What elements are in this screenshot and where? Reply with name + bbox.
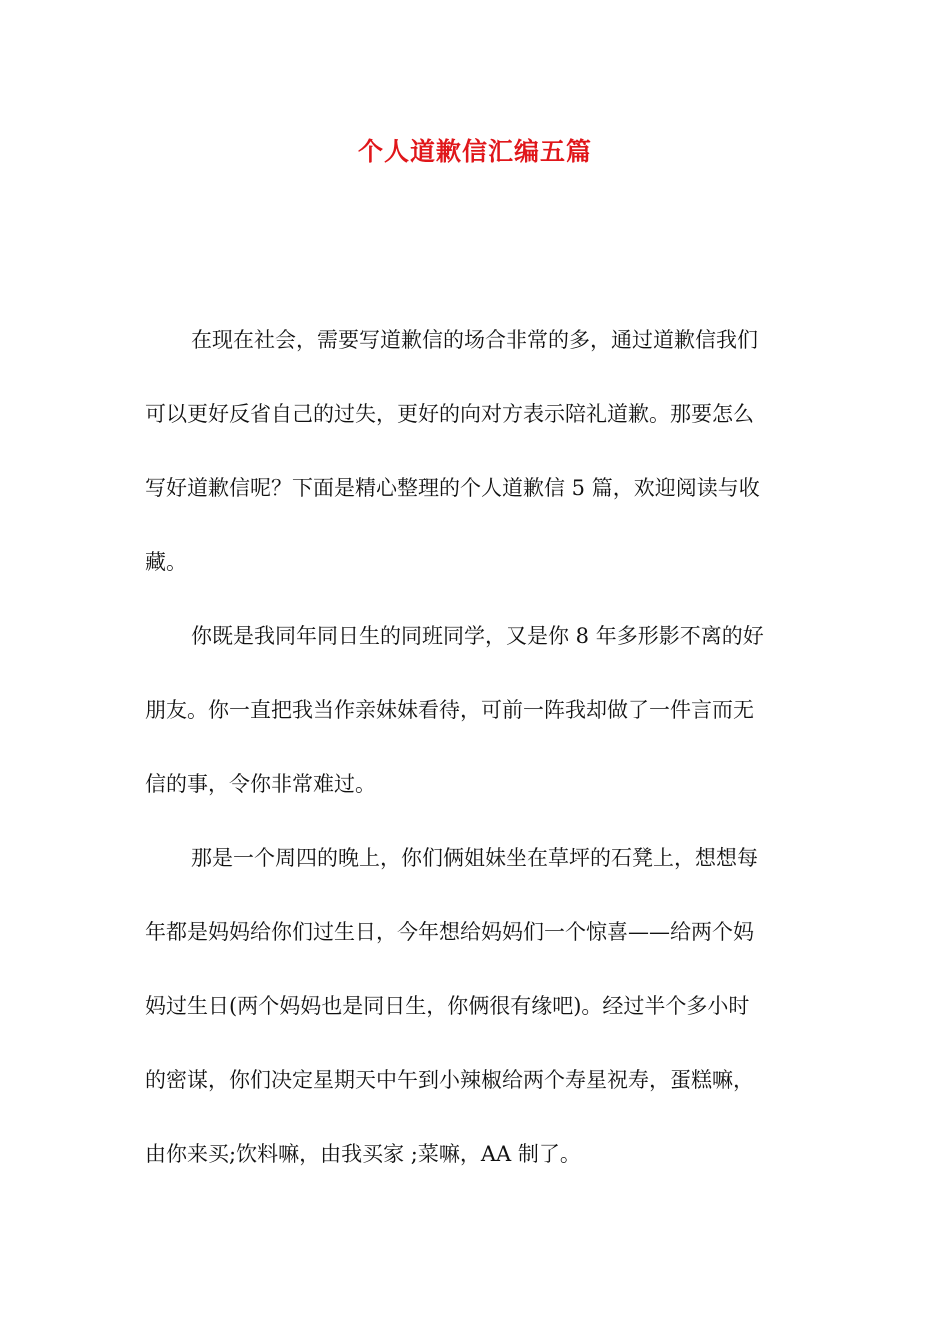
paragraph-1 (145, 320, 807, 616)
text-line: 写好道歉信呢？下面是精心整理的个人道歉信 5 篇，欢迎阅读与收 (145, 476, 760, 500)
text-line: 朋友。你一直把我当作亲妹妹看待，可前一阵我却做了一件言而无 (145, 698, 754, 722)
text-line: 由你来买;饮料嘛，由我买家 ;菜嘛，AA 制了。 (145, 1142, 581, 1166)
document-title: 个人道歉信汇编五篇 (357, 137, 592, 166)
text-line: 藏。 (145, 550, 187, 574)
text-line: 的密谋，你们决定星期天中午到小辣椒给两个寿星祝寿，蛋糕嘛， (145, 1068, 754, 1092)
text-line: 年都是妈妈给你们过生日，今年想给妈妈们一个惊喜——给两个妈 (145, 920, 754, 944)
paragraph-2 (145, 616, 807, 838)
document-body (145, 320, 807, 1208)
text-line: 那是一个周四的晚上，你们俩姐妹坐在草坪的石凳上，想想每 (191, 846, 758, 870)
text-line: 信的事，令你非常难过。 (145, 772, 376, 796)
text-line: 你既是我同年同日生的同班同学，又是你 8 年多形影不离的好 (191, 624, 764, 648)
text-line: 在现在社会，需要写道歉信的场合非常的多，通过道歉信我们 (191, 328, 758, 352)
paragraph-3 (145, 838, 807, 1208)
text-line: 妈过生日(两个妈妈也是同日生，你俩很有缘吧)。经过半个多小时 (145, 994, 750, 1018)
text-line: 可以更好反省自己的过失，更好的向对方表示陪礼道歉。那要怎么 (145, 402, 754, 426)
